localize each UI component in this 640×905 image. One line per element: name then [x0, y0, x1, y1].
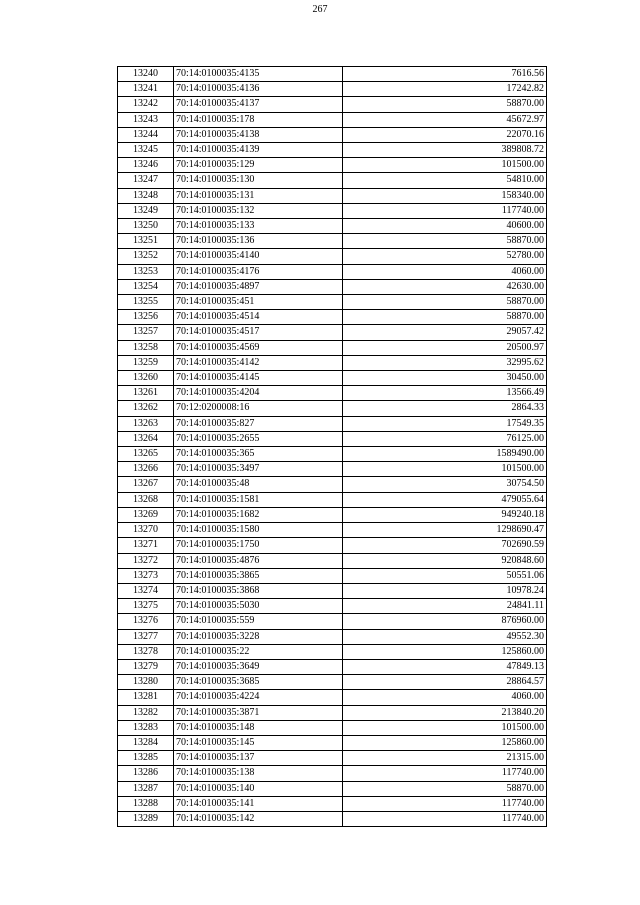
row-number: 13256 — [118, 310, 174, 325]
row-number: 13249 — [118, 203, 174, 218]
cadastral-number: 70:14:0100035:4897 — [174, 279, 343, 294]
row-number: 13259 — [118, 355, 174, 370]
table-row — [118, 127, 547, 142]
row-number: 13242 — [118, 97, 174, 112]
cadastral-number: 70:14:0100035:130 — [174, 173, 343, 188]
table-row — [118, 249, 547, 264]
row-number: 13265 — [118, 447, 174, 462]
row-number: 13255 — [118, 295, 174, 310]
value-amount: 76125.00 — [343, 431, 547, 446]
table-row — [118, 766, 547, 781]
value-amount: 101500.00 — [343, 158, 547, 173]
value-amount: 22070.16 — [343, 127, 547, 142]
row-number: 13244 — [118, 127, 174, 142]
cadastral-number: 70:14:0100035:137 — [174, 751, 343, 766]
cadastral-number: 70:14:0100035:136 — [174, 234, 343, 249]
cadastral-number: 70:14:0100035:4569 — [174, 340, 343, 355]
table-row — [118, 295, 547, 310]
row-number: 13257 — [118, 325, 174, 340]
value-amount: 58870.00 — [343, 310, 547, 325]
value-amount: 17242.82 — [343, 82, 547, 97]
value-amount: 58870.00 — [343, 97, 547, 112]
cadastral-number: 70:14:0100035:133 — [174, 219, 343, 234]
table-row — [118, 371, 547, 386]
row-number: 13282 — [118, 705, 174, 720]
value-amount: 17549.35 — [343, 416, 547, 431]
cadastral-number: 70:14:0100035:4224 — [174, 690, 343, 705]
value-amount: 24841.11 — [343, 599, 547, 614]
cadastral-number: 70:14:0100035:4176 — [174, 264, 343, 279]
table-row — [118, 447, 547, 462]
row-number: 13271 — [118, 538, 174, 553]
table-row — [118, 188, 547, 203]
row-number: 13270 — [118, 523, 174, 538]
cadastral-number: 70:14:0100035:4204 — [174, 386, 343, 401]
value-amount: 13566.49 — [343, 386, 547, 401]
value-amount: 389808.72 — [343, 143, 547, 158]
cadastral-number: 70:12:0200008:16 — [174, 401, 343, 416]
value-amount: 4060.00 — [343, 690, 547, 705]
table-row — [118, 67, 547, 82]
row-number: 13251 — [118, 234, 174, 249]
value-amount: 58870.00 — [343, 781, 547, 796]
table-row — [118, 811, 547, 826]
row-number: 13283 — [118, 720, 174, 735]
cadastral-number: 70:14:0100035:138 — [174, 766, 343, 781]
row-number: 13273 — [118, 568, 174, 583]
cadastral-number: 70:14:0100035:4138 — [174, 127, 343, 142]
cadastral-number: 70:14:0100035:1581 — [174, 492, 343, 507]
row-number: 13268 — [118, 492, 174, 507]
value-amount: 28864.57 — [343, 675, 547, 690]
value-amount: 50551.06 — [343, 568, 547, 583]
row-number: 13288 — [118, 796, 174, 811]
cadastral-number: 70:14:0100035:141 — [174, 796, 343, 811]
row-number: 13274 — [118, 583, 174, 598]
cadastral-number: 70:14:0100035:365 — [174, 447, 343, 462]
row-number: 13243 — [118, 112, 174, 127]
cadastral-number: 70:14:0100035:3868 — [174, 583, 343, 598]
row-number: 13289 — [118, 811, 174, 826]
cadastral-number: 70:14:0100035:3649 — [174, 659, 343, 674]
table-row — [118, 781, 547, 796]
table-row — [118, 477, 547, 492]
cadastral-number: 70:14:0100035:5030 — [174, 599, 343, 614]
value-amount: 58870.00 — [343, 234, 547, 249]
cadastral-number: 70:14:0100035:4876 — [174, 553, 343, 568]
table-row — [118, 796, 547, 811]
cadastral-number: 70:14:0100035:827 — [174, 416, 343, 431]
value-amount: 30754.50 — [343, 477, 547, 492]
value-amount: 1589490.00 — [343, 447, 547, 462]
value-amount: 54810.00 — [343, 173, 547, 188]
table-row — [118, 523, 547, 538]
table-row — [118, 720, 547, 735]
cadastral-number: 70:14:0100035:3497 — [174, 462, 343, 477]
value-amount: 40600.00 — [343, 219, 547, 234]
cadastral-number: 70:14:0100035:4514 — [174, 310, 343, 325]
value-amount: 21315.00 — [343, 751, 547, 766]
table-row — [118, 599, 547, 614]
table-row — [118, 705, 547, 720]
table-row — [118, 629, 547, 644]
table-row — [118, 416, 547, 431]
value-amount: 125860.00 — [343, 735, 547, 750]
table-row — [118, 279, 547, 294]
cadastral-number: 70:14:0100035:559 — [174, 614, 343, 629]
row-number: 13286 — [118, 766, 174, 781]
table-row — [118, 401, 547, 416]
table-row — [118, 659, 547, 674]
cadastral-number: 70:14:0100035:4136 — [174, 82, 343, 97]
row-number: 13279 — [118, 659, 174, 674]
cadastral-number: 70:14:0100035:2655 — [174, 431, 343, 446]
table-row — [118, 340, 547, 355]
row-number: 13287 — [118, 781, 174, 796]
row-number: 13260 — [118, 371, 174, 386]
table-row — [118, 386, 547, 401]
value-amount: 876960.00 — [343, 614, 547, 629]
table-row — [118, 234, 547, 249]
row-number: 13264 — [118, 431, 174, 446]
value-amount: 213840.20 — [343, 705, 547, 720]
cadastral-number: 70:14:0100035:131 — [174, 188, 343, 203]
row-number: 13254 — [118, 279, 174, 294]
table-row — [118, 553, 547, 568]
row-number: 13241 — [118, 82, 174, 97]
value-amount: 20500.97 — [343, 340, 547, 355]
cadastral-number: 70:14:0100035:3228 — [174, 629, 343, 644]
table-row — [118, 173, 547, 188]
cadastral-number: 70:14:0100035:4135 — [174, 67, 343, 82]
cadastral-number: 70:14:0100035:129 — [174, 158, 343, 173]
row-number: 13284 — [118, 735, 174, 750]
value-amount: 45672.97 — [343, 112, 547, 127]
table-row — [118, 82, 547, 97]
value-amount: 117740.00 — [343, 796, 547, 811]
table-row — [118, 538, 547, 553]
value-amount: 7616.56 — [343, 67, 547, 82]
value-amount: 949240.18 — [343, 507, 547, 522]
row-number: 13277 — [118, 629, 174, 644]
value-amount: 479055.64 — [343, 492, 547, 507]
row-number: 13267 — [118, 477, 174, 492]
table-row — [118, 568, 547, 583]
row-number: 13262 — [118, 401, 174, 416]
cadastral-number: 70:14:0100035:1682 — [174, 507, 343, 522]
table-row — [118, 219, 547, 234]
cadastral-number: 70:14:0100035:4139 — [174, 143, 343, 158]
row-number: 13272 — [118, 553, 174, 568]
row-number: 13269 — [118, 507, 174, 522]
value-amount: 29057.42 — [343, 325, 547, 340]
value-amount: 42630.00 — [343, 279, 547, 294]
value-amount: 58870.00 — [343, 295, 547, 310]
value-amount: 32995.62 — [343, 355, 547, 370]
row-number: 13285 — [118, 751, 174, 766]
table-row — [118, 431, 547, 446]
row-number: 13253 — [118, 264, 174, 279]
registry-table — [117, 66, 547, 827]
row-number: 13252 — [118, 249, 174, 264]
row-number: 13248 — [118, 188, 174, 203]
row-number: 13245 — [118, 143, 174, 158]
row-number: 13261 — [118, 386, 174, 401]
table-row — [118, 492, 547, 507]
cadastral-number: 70:14:0100035:178 — [174, 112, 343, 127]
table-row — [118, 310, 547, 325]
table-row — [118, 203, 547, 218]
value-amount: 117740.00 — [343, 203, 547, 218]
table-row — [118, 143, 547, 158]
cadastral-number: 70:14:0100035:4145 — [174, 371, 343, 386]
cadastral-number: 70:14:0100035:3871 — [174, 705, 343, 720]
value-amount: 920848.60 — [343, 553, 547, 568]
row-number: 13258 — [118, 340, 174, 355]
value-amount: 2864.33 — [343, 401, 547, 416]
table-row — [118, 675, 547, 690]
value-amount: 52780.00 — [343, 249, 547, 264]
table-row — [118, 690, 547, 705]
row-number: 13278 — [118, 644, 174, 659]
cadastral-number: 70:14:0100035:148 — [174, 720, 343, 735]
cadastral-number: 70:14:0100035:142 — [174, 811, 343, 826]
value-amount: 30450.00 — [343, 371, 547, 386]
table-row — [118, 97, 547, 112]
table-row — [118, 158, 547, 173]
value-amount: 1298690.47 — [343, 523, 547, 538]
value-amount: 117740.00 — [343, 766, 547, 781]
table-row — [118, 735, 547, 750]
cadastral-number: 70:14:0100035:1750 — [174, 538, 343, 553]
row-number: 13281 — [118, 690, 174, 705]
table-row — [118, 614, 547, 629]
value-amount: 10978.24 — [343, 583, 547, 598]
cadastral-number: 70:14:0100035:22 — [174, 644, 343, 659]
table-row — [118, 507, 547, 522]
row-number: 13266 — [118, 462, 174, 477]
value-amount: 47849.13 — [343, 659, 547, 674]
table-row — [118, 112, 547, 127]
cadastral-number: 70:14:0100035:4137 — [174, 97, 343, 112]
row-number: 13247 — [118, 173, 174, 188]
value-amount: 49552.30 — [343, 629, 547, 644]
cadastral-number: 70:14:0100035:3865 — [174, 568, 343, 583]
row-number: 13276 — [118, 614, 174, 629]
cadastral-number: 70:14:0100035:4142 — [174, 355, 343, 370]
table-row — [118, 264, 547, 279]
page-number: 267 — [312, 4, 328, 15]
table-row — [118, 751, 547, 766]
cadastral-number: 70:14:0100035:48 — [174, 477, 343, 492]
cadastral-number: 70:14:0100035:3685 — [174, 675, 343, 690]
cadastral-number: 70:14:0100035:132 — [174, 203, 343, 218]
cadastral-number: 70:14:0100035:4140 — [174, 249, 343, 264]
value-amount: 101500.00 — [343, 720, 547, 735]
table-row — [118, 583, 547, 598]
table-row — [118, 462, 547, 477]
table-row — [118, 355, 547, 370]
table-row — [118, 644, 547, 659]
row-number: 13280 — [118, 675, 174, 690]
value-amount: 158340.00 — [343, 188, 547, 203]
cadastral-number: 70:14:0100035:140 — [174, 781, 343, 796]
cadastral-number: 70:14:0100035:145 — [174, 735, 343, 750]
table-row — [118, 325, 547, 340]
value-amount: 101500.00 — [343, 462, 547, 477]
row-number: 13240 — [118, 67, 174, 82]
cadastral-number: 70:14:0100035:1580 — [174, 523, 343, 538]
row-number: 13246 — [118, 158, 174, 173]
value-amount: 702690.59 — [343, 538, 547, 553]
row-number: 13263 — [118, 416, 174, 431]
value-amount: 4060.00 — [343, 264, 547, 279]
value-amount: 125860.00 — [343, 644, 547, 659]
value-amount: 117740.00 — [343, 811, 547, 826]
row-number: 13275 — [118, 599, 174, 614]
cadastral-number: 70:14:0100035:4517 — [174, 325, 343, 340]
row-number: 13250 — [118, 219, 174, 234]
registry-table-body — [118, 67, 547, 827]
cadastral-number: 70:14:0100035:451 — [174, 295, 343, 310]
